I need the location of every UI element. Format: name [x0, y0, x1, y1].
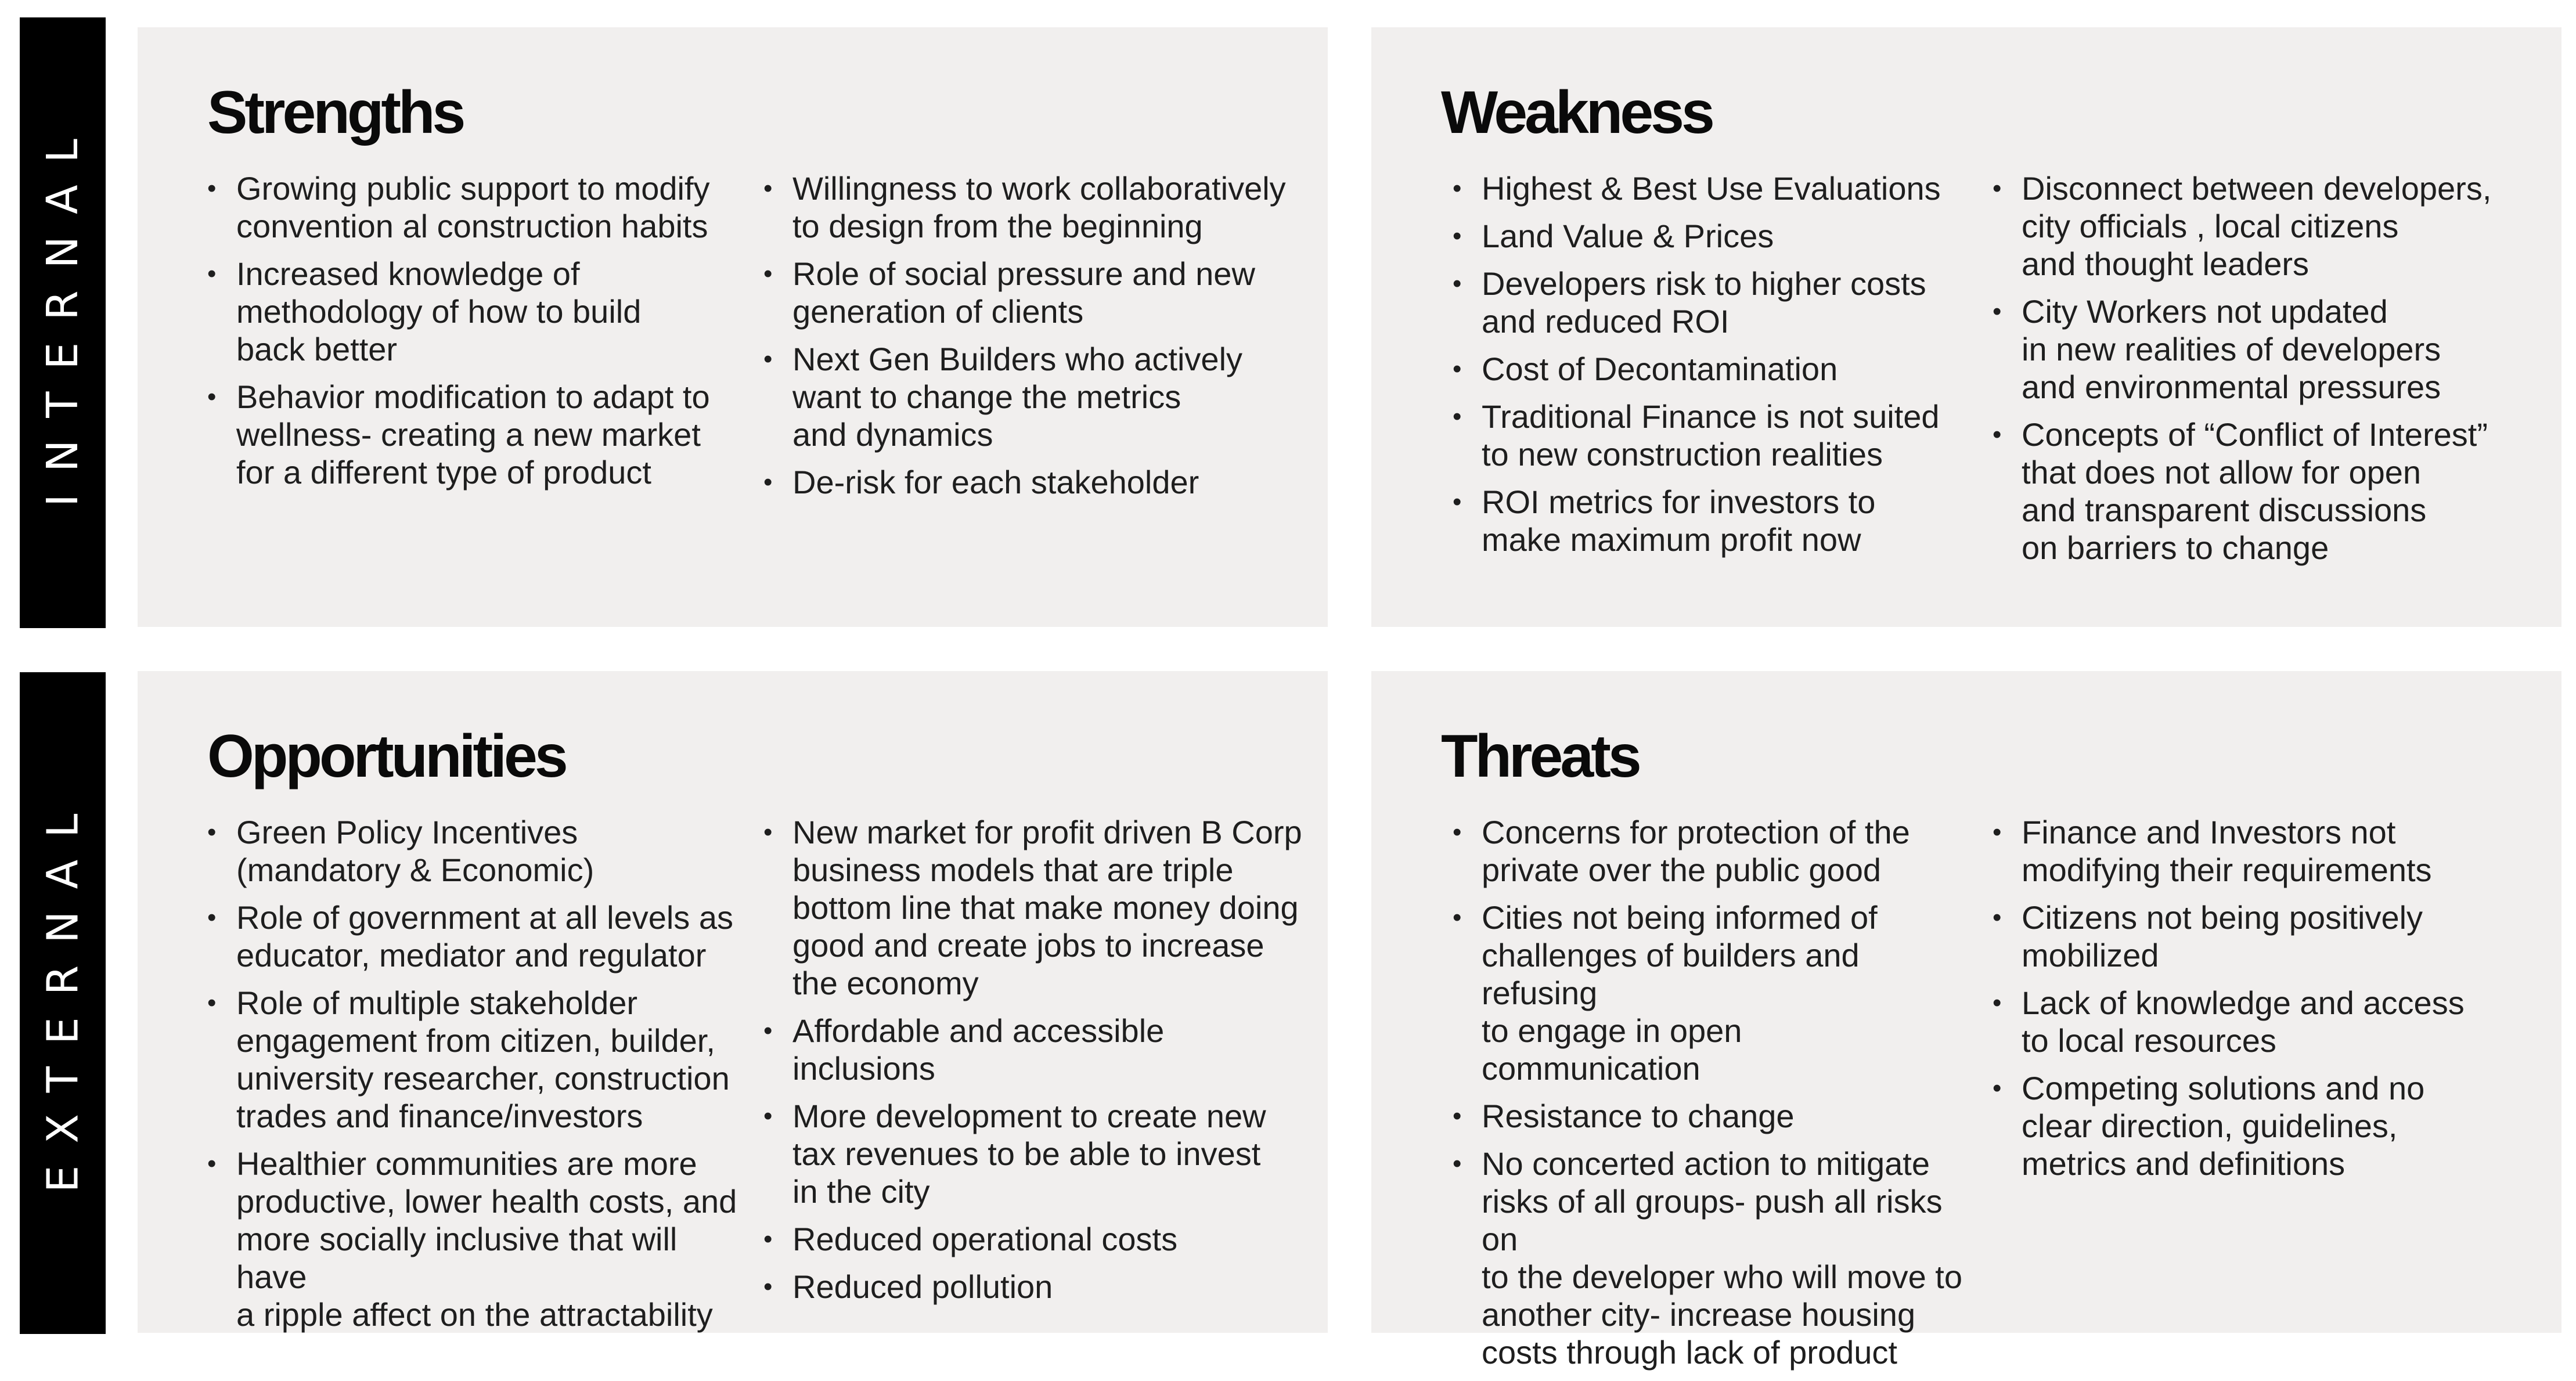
list-item: • Growing public support to modify convention al construction habits [207, 170, 741, 245]
list-item: • Highest & Best Use Evaluations [1453, 170, 1963, 207]
threats-panel [1371, 671, 2561, 1371]
list-item: • Next Gen Builders who actively want to change the metrics and dynamics [763, 340, 1315, 453]
list-item: • New market for profit driven B Corp business models that are triple bottom line that make money doing good and create jobs to increase the economy [763, 813, 1315, 1002]
list-item: • Behavior modification to adapt to wellness- creating a new market for a different type of product [207, 378, 741, 491]
opportunities-panel [138, 671, 1328, 1333]
threats-title: Threats [1441, 723, 1639, 790]
weakness-title: Weakness [1441, 79, 1712, 146]
list-item: • Lack of knowledge and access to local resources [1993, 984, 2550, 1059]
list-item: • Developers risk to higher costs and reduced ROI [1453, 265, 1963, 340]
threats-list-left [1453, 813, 1963, 1381]
list-item: • Green Policy Incentives (mandatory & Economic) [207, 813, 741, 889]
list-item: • Finance and Investors not modifying their requirements [1993, 813, 2550, 889]
list-item: • Concepts of “Conflict of Interest” that does not allow for open and transparent discussions on barriers to change [1993, 416, 2550, 567]
strengths-panel [138, 27, 1328, 627]
list-item: • Cities not being informed of challenges of builders and refusing to engage in open communication [1453, 899, 1963, 1087]
opportunities-title: Opportunities [207, 723, 565, 790]
weakness-list-left [1453, 170, 1963, 568]
list-item: • Disconnect between developers, city officials , local citizens and thought leaders [1993, 170, 2550, 283]
opportunities-list-right [763, 813, 1315, 1315]
list-item: • Role of multiple stakeholder engagement from citizen, builder, university researcher, construction trades and finance/investors [207, 984, 741, 1135]
list-item: • Healthier communities are more productive, lower health costs, and more socially inclusive that will have a ripple affect on the attractability [207, 1145, 741, 1333]
list-item: • Affordable and accessible inclusions [763, 1012, 1315, 1087]
internal-side-label [20, 17, 106, 628]
list-item: • Land Value & Prices [1453, 217, 1963, 255]
list-item: • Reduced operational costs [763, 1220, 1315, 1258]
list-item: • Cost of Decontamination [1453, 350, 1963, 388]
opportunities-list-left [207, 813, 741, 1343]
weakness-panel [1371, 27, 2561, 627]
internal-label-text: INTERNAL [38, 117, 88, 507]
list-item: • Concerns for protection of the private over the public good [1453, 813, 1963, 889]
list-item: • Traditional Finance is not suited to new construction realities [1453, 398, 1963, 473]
strengths-list-left [207, 170, 741, 501]
list-item: • Reduced pollution [763, 1268, 1315, 1306]
weakness-list-right [1993, 170, 2550, 576]
list-item: • No concerted action to mitigate risks of all groups- push all risks on to the developer who will move to another city- increase housing costs through lack of product [1453, 1145, 1963, 1371]
list-item: • Willingness to work collaboratively to design from the beginning [763, 170, 1315, 245]
list-item: • De-risk for each stakeholder [763, 463, 1315, 501]
external-side-label [20, 672, 106, 1334]
strengths-list-right [763, 170, 1315, 511]
list-item: • ROI metrics for investors to make maximum profit now [1453, 483, 1963, 558]
list-item: • Resistance to change [1453, 1097, 1963, 1135]
list-item: • Increased knowledge of methodology of how to build back better [207, 255, 741, 368]
list-item: • City Workers not updated in new realities of developers and environmental pressures [1993, 293, 2550, 406]
list-item: • Citizens not being positively mobilized [1993, 899, 2550, 974]
list-item: • Competing solutions and no clear direction, guidelines, metrics and definitions [1993, 1069, 2550, 1182]
external-label-text: EXTERNAL [38, 791, 88, 1193]
list-item: • Role of government at all levels as educator, mediator and regulator [207, 899, 741, 974]
strengths-title: Strengths [207, 79, 463, 146]
list-item: • More development to create new tax revenues to be able to invest in the city [763, 1097, 1315, 1210]
list-item: • Role of social pressure and new generation of clients [763, 255, 1315, 330]
threats-list-right [1993, 813, 2550, 1192]
